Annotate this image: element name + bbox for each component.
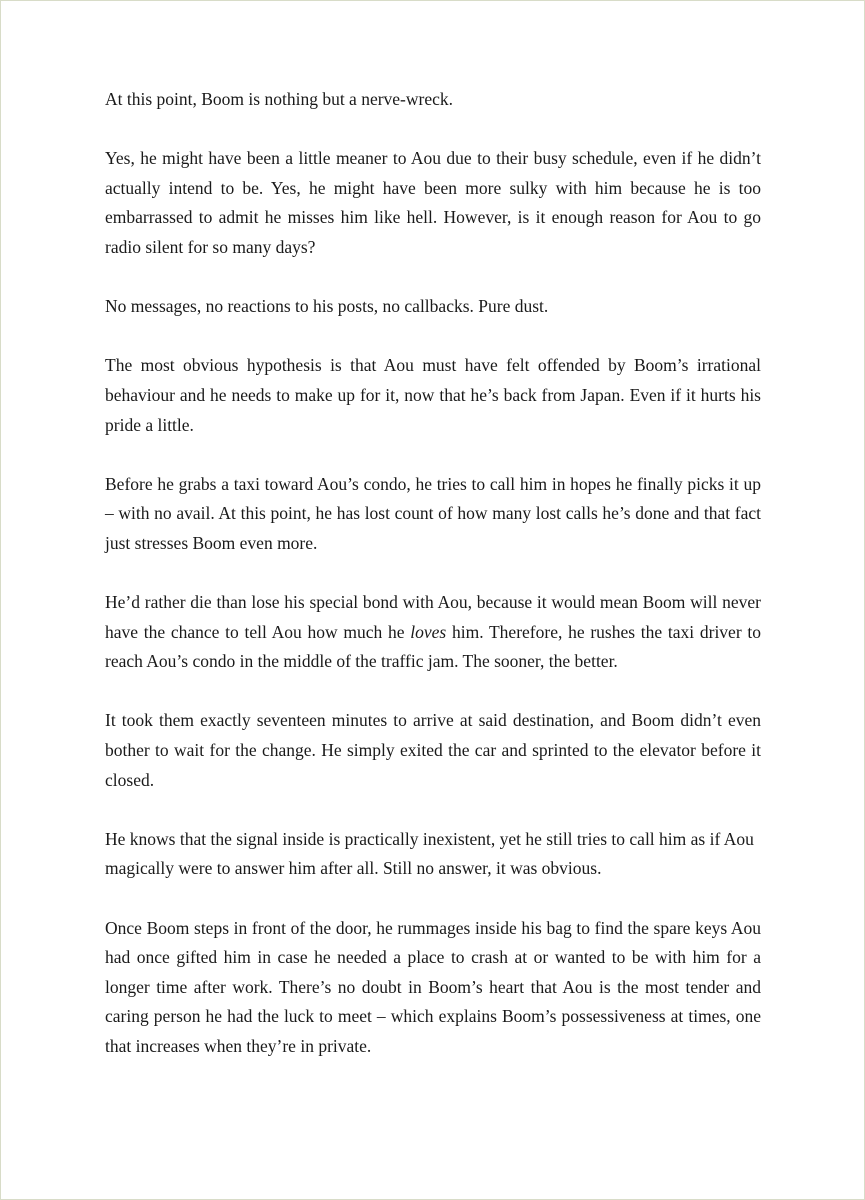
paragraph-9: Once Boom steps in front of the door, he rummages inside his bag to find the spare keys Aou had once gifted him in case he needed a place to crash at or wanted to be with him for a longer time after work. There’s no doubt in Boom’s heart that Aou is the most tender and caring person he had the luck to meet – which explains Boom’s possessiveness at times, one that increases when they’re in private. xyxy=(105,917,761,1056)
paragraph-4: The most obvious hypothesis is that Aou must have felt offended by Boom’s irrational behaviour and he needs to make up for it, now that he’s back from Japan. Even if it hurts his pride a little. xyxy=(105,355,761,435)
paragraph-7: It took them exactly seventeen minutes to arrive at said destination, and Boom didn’t even bother to wait for the change. He simply exited the car and sprinted to the elevator before it closed. xyxy=(105,710,761,790)
document-body xyxy=(105,85,761,1091)
paragraph-1: At this point, Boom is nothing but a nerve-wreck. xyxy=(105,89,454,109)
paragraph-6-emphasis: loves xyxy=(410,621,447,642)
paragraph-5: Before he grabs a taxi toward Aou’s condo, he tries to call him in hopes he finally picks it up – with no avail. At this point, he has lost count of how many lost calls he’s done and that fact just stresses Boom even more. xyxy=(105,473,761,553)
paragraph-6-after: him. Therefore, he rushes the taxi driver to reach Aou’s condo in the middle of the traffic jam. The sooner, the better. xyxy=(105,621,761,672)
paragraph-6 xyxy=(105,588,761,677)
paragraph-3: No messages, no reactions to his posts, no callbacks. Pure dust. xyxy=(105,296,549,317)
paragraph-2: Yes, he might have been a little meaner to Aou due to their busy schedule, even if he didn’t actually intend to be. Yes, he might have been more sulky with him because he is too embarrassed to admit he misses him like hell. However, is it enough reason for Aou to go radio silent for so many days? xyxy=(105,148,761,257)
paragraph-8: He knows that the signal inside is practically inexistent, yet he still tries to call him as if Aou magically were to answer him after all. Still no answer, it was obvious. xyxy=(105,828,754,879)
paragraph-6-before: He’d rather die than lose his special bond with Aou, because it would mean Boom will never have the chance to tell Aou how much he xyxy=(105,592,761,642)
